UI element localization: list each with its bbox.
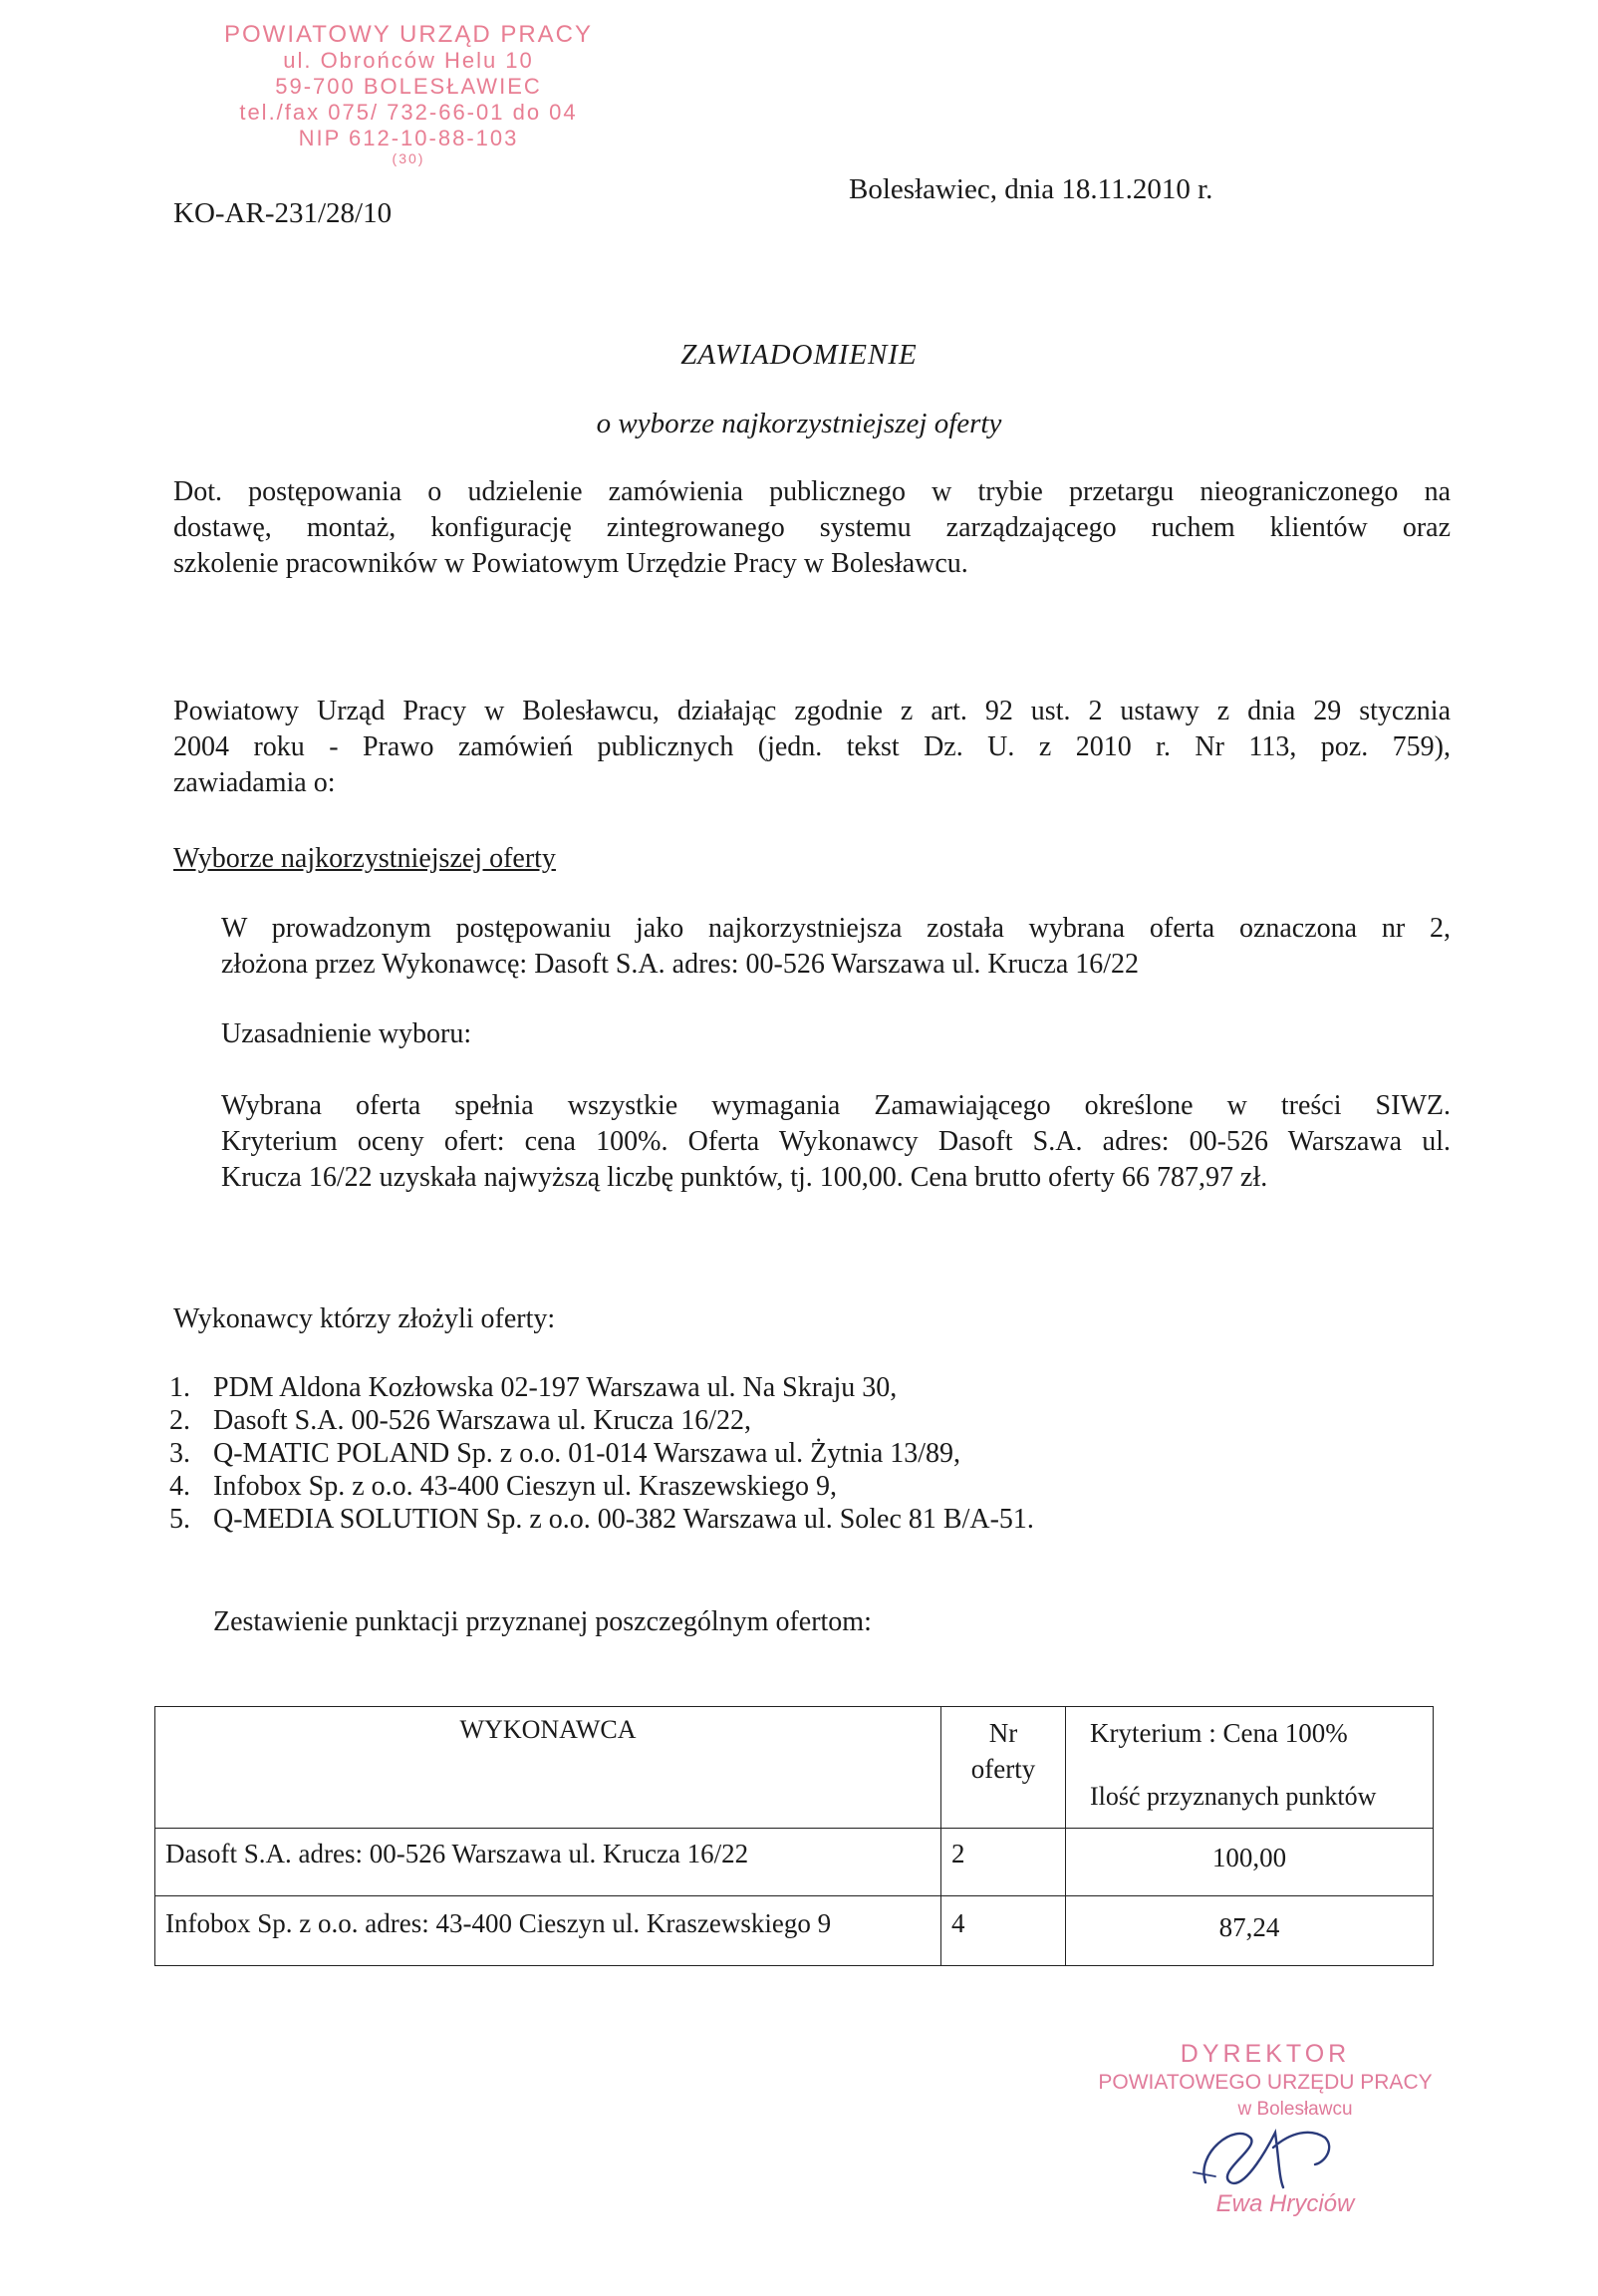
justification-line: Kryterium oceny ofert: cena 100%. Oferta Wykonawcy Dasoft S.A. adres: 00-526 Warszawa ul. [221,1126,1451,1157]
header-offer-no-line2: oferty [970,1754,1036,1784]
stamp-line-city: 59-700 BOLESŁAWIEC [275,74,542,99]
subject-line: Dot. postępowania o udzielenie zamówienia publicznego w trybie przetargu nieograniczonego na [173,476,1451,507]
table-header-row [155,1707,1434,1829]
signature-stroke [1203,2133,1329,2187]
selection-line: złożona przez Wykonawcę: Dasoft S.A. adres: 00-526 Warszawa ul. Krucza 16/22 [221,949,1140,980]
list-number: 4. [169,1471,190,1502]
stamp-title: DYREKTOR [1180,2040,1351,2068]
handwritten-signature-icon [1176,2103,1355,2212]
stamp-line-street: ul. Obrońców Helu 10 [283,48,534,73]
bidders-list [169,1371,1365,1536]
subject-line: szkolenie pracowników w Powiatowym Urzędzie Pracy w Bolesławcu. [173,548,968,579]
header-criterion [1066,1707,1434,1829]
selection-heading: Wyborze najkorzystniejszej oferty [173,843,556,874]
table-row [155,1896,1434,1966]
stamp-office: POWIATOWEGO URZĘDU PRACY [1098,2071,1433,2094]
list-item [169,1503,1365,1536]
table-row [155,1829,1434,1896]
list-number: 1. [169,1372,190,1403]
stamp-line-nip: NIP 612-10-88-103 [298,126,519,150]
reference-number: KO-AR-231/28/10 [173,197,393,229]
list-item [169,1470,1365,1503]
intro-line: Powiatowy Urząd Pracy w Bolesławcu, działając zgodnie z art. 92 ust. 2 ustawy z dnia 29 stycznia [173,696,1451,726]
stamp-line-phone: tel./fax 075/ 732-66-01 do 04 [239,100,578,125]
justification-line: Krucza 16/22 uzyskała najwyższą liczbę punktów, tj. 100,00. Cena brutto oferty 66 787,97 zł. [221,1162,1268,1193]
justification-paragraph [221,1088,1451,1196]
list-item [169,1371,1365,1404]
bidder-name: PDM Aldona Kozłowska 02-197 Warszawa ul. Na Skraju 30, [213,1372,898,1403]
header-points-label: Ilość przyznanych punktów [1090,1782,1377,1811]
stamp-line-code: (30) [392,150,425,166]
list-item [169,1404,1365,1437]
row-points: 100,00 [1066,1829,1434,1896]
row-points: 87,24 [1066,1896,1434,1966]
bidder-name: Infobox Sp. z o.o. 43-400 Cieszyn ul. Kraszewskiego 9, [213,1471,838,1502]
header-contractor [155,1707,941,1829]
document-subtitle: o wyborze najkorzystniejszej oferty [596,408,1002,439]
stamp-line-office: POWIATOWY URZĄD PRACY [223,21,594,48]
list-number: 2. [169,1405,190,1436]
bidder-name: Q-MATIC POLAND Sp. z o.o. 01-014 Warszawa ul. Żytnia 13/89, [213,1438,961,1469]
bidder-name: Q-MEDIA SOLUTION Sp. z o.o. 00-382 Warszawa ul. Solec 81 B/A-51. [213,1504,1034,1535]
intro-paragraph [173,694,1451,801]
scores-table [154,1706,1434,1966]
intro-line: zawiadamia o: [173,767,336,798]
list-number: 5. [169,1504,190,1535]
header-contractor-label: WYKONAWCA [459,1715,637,1744]
header-criterion-label: Kryterium : Cena 100% [1090,1718,1348,1748]
office-stamp [199,22,618,165]
scores-heading: Zestawienie punktacji przyznanej poszczególnym ofertom: [213,1606,872,1637]
list-number: 3. [169,1438,190,1469]
subject-line: dostawę, montaż, konfigurację zintegrowanego systemu zarządzającego ruchem klientów oraz [173,512,1451,543]
justification-heading: Uzasadnienie wyboru: [221,1018,472,1049]
place-date: Bolesławiec, dnia 18.11.2010 r. [849,173,1213,205]
bidder-name: Dasoft S.A. 00-526 Warszawa ul. Krucza 16/22, [213,1405,751,1436]
list-item [169,1437,1365,1470]
stamp-name: Ewa Hryciów [1215,2190,1355,2217]
stamp-place: w Bolesławcu [1237,2099,1353,2120]
subject-paragraph [173,474,1451,582]
intro-line: 2004 roku - Prawo zamówień publicznych (jedn. tekst Dz. U. z 2010 r. Nr 113, poz. 759), [173,731,1451,762]
selection-paragraph [221,911,1451,983]
row-contractor: Infobox Sp. z o.o. adres: 43-400 Cieszyn ul. Kraszewskiego 9 [155,1896,941,1966]
header-offer-no-line1: Nr [988,1718,1018,1748]
header-offer-no [941,1707,1066,1829]
bidders-heading: Wykonawcy którzy złożyli oferty: [173,1303,556,1334]
row-contractor: Dasoft S.A. adres: 00-526 Warszawa ul. Krucza 16/22 [155,1829,941,1896]
row-offer-no: 2 [941,1829,1066,1896]
justification-line: Wybrana oferta spełnia wszystkie wymagania Zamawiającego określone w treści SIWZ. [221,1090,1451,1121]
document-title: ZAWIADOMIENIE [680,339,918,371]
row-offer-no: 4 [941,1896,1066,1966]
selection-line: W prowadzonym postępowaniu jako najkorzystniejsza została wybrana oferta oznaczona nr 2, [221,913,1451,944]
